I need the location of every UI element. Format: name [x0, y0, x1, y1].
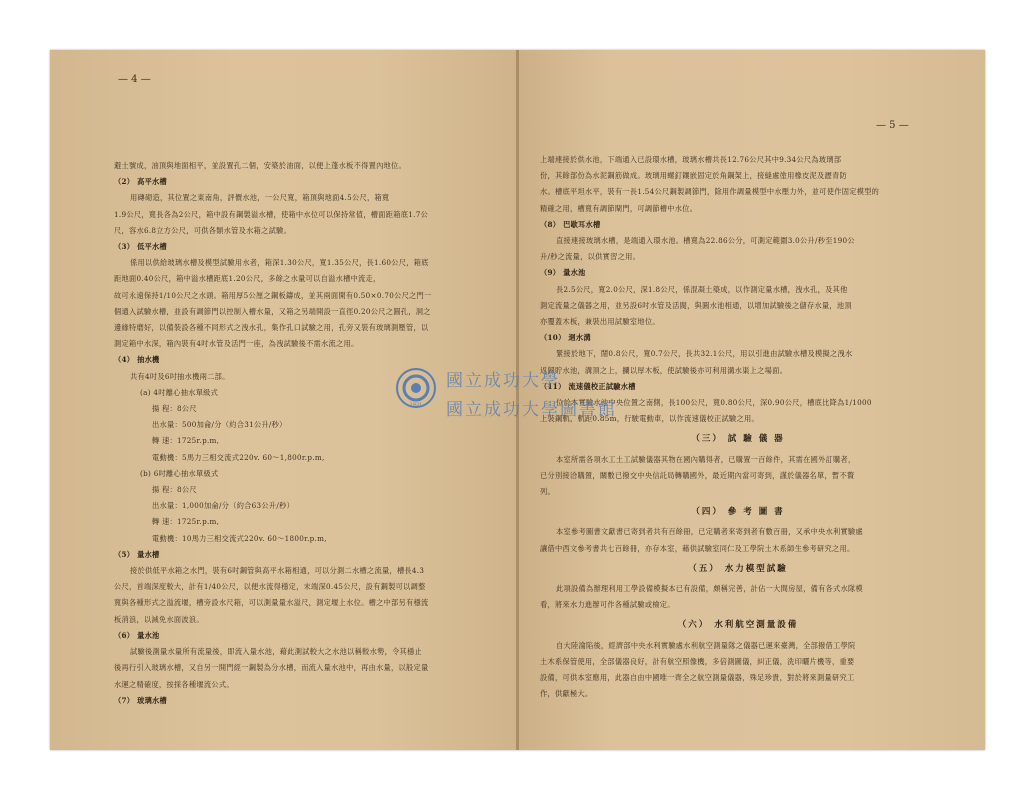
left_page-line: 電動機：5馬力三相交流式220v. 60～1,800r.p.m, — [152, 452, 325, 462]
left_page-line: 後再行引入玻璃水槽，又自另一開門經一鋼製為分水槽，而流入量水池中，再由水量，以般定量 — [114, 663, 429, 673]
watermark-line2: 國立成功大學圖書館 — [446, 400, 617, 420]
left_page-line: 避土號成，油頂與地面相平，並設置孔二個，安築於油面，以便上蓬水板不得置內地位。 — [114, 161, 407, 170]
right_page-line: 直接連接玻璃水槽，是端通入環水池。槽寬為22.86公分，可測定範圍3.0公升/秒至190公 — [556, 236, 855, 246]
university-seal-icon — [395, 367, 437, 409]
right_page-line: 返歸貯水池，溝頂之上，攔以厚木板，使試驗後亦可利用溝水渠上之場面。 — [540, 365, 788, 375]
left_page-line: 揚 程：8公尺 — [152, 404, 197, 414]
left-page-number: — 4 — — [118, 74, 151, 85]
left_page-line: （2） 高平水槽 — [114, 177, 168, 187]
svg-text:1931: 1931 — [409, 402, 423, 408]
right_page-line: （五） 水力模型試驗 — [688, 563, 788, 574]
right_page-line: 設備，可供本室應用，此器自由中國唯一齊全之航空測量儀器，殊足珍貴，對於將來測量研究工 — [540, 673, 855, 683]
left_page-line: （4） 抽水機 — [114, 355, 160, 365]
right_page-line: （六） 水利航空測量設備 — [677, 620, 799, 631]
library-watermark — [446, 366, 617, 420]
right-page-text — [540, 152, 936, 703]
right-page-number: — 5 — — [876, 120, 909, 131]
left_page-line: （7） 玻璃水槽 — [114, 695, 168, 705]
left_page-line: 距地面0.40公尺，箱中溢水槽距底1.20公尺，多餘之水量可以自溢水槽中流走， — [114, 274, 381, 284]
right_page-line: 讓借中西文參考書共七百餘冊，亦存本室，藉供試驗室同仁及工學院土木系師生參考研究之用。 — [540, 543, 855, 553]
left_page-line: 轉 速：1725r.p.m, — [152, 517, 220, 527]
left_page-line: 出水量：500加侖/分（約合31公升/秒） — [152, 420, 287, 430]
left_page-line: 個通入試驗水槽，並設有調節門以控制入槽水量，又箱之另端開設一直徑0.20公尺之圓孔，洞之 — [114, 306, 431, 316]
left_page-line: 公尺，首端深度較大，計有1/40公尺，以便水流得穩定，末端深0.45公尺，設有鋼製可以調整 — [114, 582, 426, 592]
right_page-line: 本室所需各項水工土工試驗儀器其物在國內購得者，已購置一百餘件，其需在國外訂購者， — [556, 454, 856, 464]
right_page-line: （四） 參 考 圖 書 — [691, 507, 785, 518]
right_page-line: （三） 試 驗 儀 器 — [691, 434, 785, 445]
left_page-line: 電動機：10馬力三相交流式220v. 60～1800r.p.m, — [152, 533, 327, 543]
right_page-line: 本室參考圖書文獻書已寄到者共有百餘冊，已定購者來寄到者有數百冊，又承中央水利實驗處 — [556, 527, 863, 537]
left_page-line: (b) 6吋離心抽水單級式 — [140, 468, 219, 478]
left_page-line: 共有4吋及6吋抽水機兩二部。 — [130, 371, 230, 381]
right_page-line: 土木系保管使用，全部儀器良好，計有航空照像機，多倍測圖儀，糾正儀，洗印曬片機等，重要 — [540, 656, 855, 666]
right_page-line: 上裝鋼軌，軌距0.85m，行駛電動車，以作流速儀校正試驗之用。 — [540, 414, 759, 424]
left_page-line: 1.9公尺，寬長各為2公尺，箱中設有鋼製溢水槽，使箱中水位可以保持常值，槽面距箱底1.7公 — [114, 209, 429, 219]
left_page-line: （3） 低平水槽 — [114, 242, 168, 252]
left_page-line: 試驗後測量水量所有流量後，即流入量水池，藉此測試較大之水池以稱較水勢，令其穩止 — [130, 647, 423, 657]
right_page-line: 作，供獻極大。 — [540, 689, 593, 699]
left_page-line: 揚 程：8公尺 — [152, 485, 197, 495]
right_page-line: 列。 — [540, 487, 555, 497]
right_page-line: 長2.5公尺，寬2.0公尺，深1.8公尺，係混凝土築成，以作測定量水槽，洩水孔，及其他 — [556, 284, 848, 294]
right_page-line: 升/秒之流量，以供實習之用。 — [540, 252, 641, 262]
left-page-text — [114, 158, 476, 709]
left_page-line: 寬與各種形式之溢流堰，槽旁設水尺箱，可以測量量水溢尺，測定堰上水位。槽之中部另有穩流 — [114, 598, 429, 608]
left_page-line: （6） 量水池 — [114, 630, 160, 640]
left_page-line: 尺，容水6.8立方公尺，可供各類水管及水箱之試驗。 — [114, 225, 292, 235]
left_page-line: 接於供低平水箱之水門，裝有6吋鋼管與高平水箱相通，可以分測二水槽之流量，槽長4.3 — [130, 566, 425, 576]
watermark-line1: 國立成功大學 — [446, 371, 560, 391]
right_page-line: 上端連接於供水池，下端通入已設環水槽，玻璃水槽共長12.76公尺其中9.34公尺為玻璃部 — [540, 155, 842, 164]
left_page-line: （5） 量水槽 — [114, 549, 160, 559]
left_page-line: 故可永遠保持1/10公尺之水頭。箱用厚5公厘之鋼板鑄成，並其兩面開有0.50×0.70公尺之門一 — [114, 290, 432, 300]
right_page-line: 測定流量之儀器之用，並另設6吋水管及活閥，與圓水池相通，以增加試驗後之儲存水量，池頂 — [540, 300, 852, 310]
right_page-line: 此項設備為辦理利用工學設備模擬本已有設備，頗稱完善，計佔一大間房屋，備有各式水隊模 — [556, 584, 863, 594]
left_page-line: 板消浪，以減免水面波浪。 — [114, 614, 204, 624]
right_page-line: 位於本實驗水池中央位置之南側，長100公尺，寬0.80公尺，深0.90公尺，槽底比降為1/1000 — [556, 398, 872, 408]
right_page-line: 緊接於地下，闊0.8公尺，寬0.7公尺，長共32.1公尺，用以引進由試驗水槽及模擬之洩水 — [556, 349, 853, 359]
right_page-line: 精確之用，槽寬有調節閘門，可調節槽中水位。 — [540, 203, 698, 213]
right_page-line: （11） 流速儀校正試驗水槽 — [540, 381, 636, 391]
left_page-line: 轉 速：1725r.p.m, — [152, 436, 220, 446]
right_page-line: 看，將來水力進辦可作各種試驗或檢定。 — [540, 600, 675, 610]
left_page-line: (a) 4吋離心抽水單級式 — [140, 387, 219, 397]
right_page-line: 份，其餘部份為水泥鋼筋做成。玻璃用螺釘鑲嵌固定於角鋼架上，接縫處塗用橡皮泥及瀝青防 — [540, 171, 847, 181]
right_page-line: 已分別接洽購置，關數已撥交中央信託局轉購國外，最近期內當可寄到，謹於儀器名單，暫不贅 — [540, 470, 855, 480]
left_page-line: 係用以供給玻璃水槽及模型試驗用水者，箱深1.30公尺，寬1.35公尺，長1.60公尺，箱底 — [130, 258, 429, 268]
left_page-line: 用磚砌造，其位置之東南角，評價水池，一公尺寬，箱頂與地面4.5公尺，箱寬 — [130, 193, 390, 203]
right_page-line: （9） 量水池 — [540, 268, 586, 278]
right_page-line: （8） 巴歇耳水槽 — [540, 219, 601, 229]
left_page-line: 邊緣特磨好，以備裝設各種不同形式之洩水孔，集作孔口試驗之用，孔旁又裝有玻璃測壓管，以 — [114, 323, 429, 333]
right_page-line: 水。槽底平坦水平，裝有一長1.54公尺鋼製調節門，除用作調量模型中水壓力外，並可使作固定模型的 — [540, 187, 880, 197]
left_page-line: 水運之精確度，按採各種堰流公式。 — [114, 679, 234, 689]
right_page-line: 亦覆蓋木板，兼裝出用試驗室地位。 — [540, 317, 660, 327]
right_page-line: 自大陸淪陷後，經濟部中央水利實驗處水利航空測量隊之儀器已運來臺灣，全部撥借工學院 — [556, 640, 856, 650]
right_page-line: （10） 迴水溝 — [540, 333, 591, 343]
left_page-line: 測定箱中水深，箱內裝有4吋水管及活門一座，為洩試驗後不需水流之用。 — [114, 339, 359, 349]
left_page-line: 出水量：1,000加侖/分（約合63公升/秒） — [152, 501, 295, 511]
